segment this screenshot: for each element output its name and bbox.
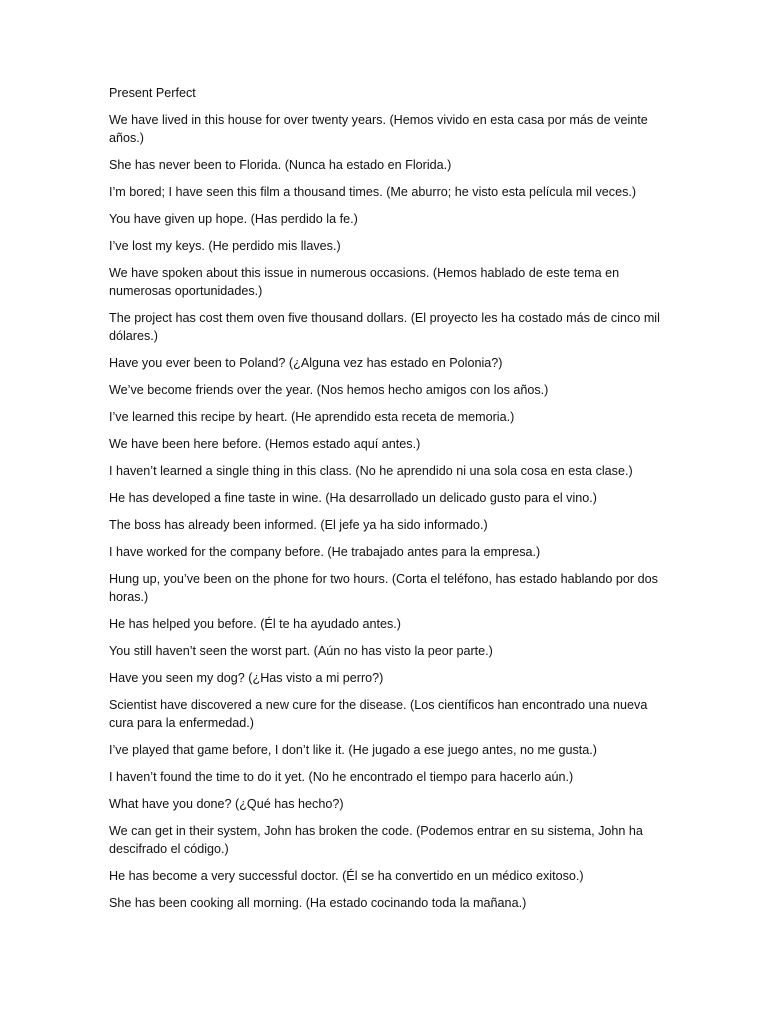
sentence: Have you seen my dog? (¿Has visto a mi perro?) (109, 671, 384, 685)
document-title: Present Perfect (109, 86, 196, 100)
document-body (109, 84, 669, 921)
sentence: You still haven’t seen the worst part. (Aún no has visto la peor parte.) (109, 644, 493, 658)
sentence: We can get in their system, John has broken the code. (Podemos entrar en su sistema, John ha descifrado el código.) (109, 824, 643, 856)
sentence: I haven’t found the time to do it yet. (No he encontrado el tiempo para hacerlo aún.) (109, 770, 574, 784)
sentence: We have been here before. (Hemos estado aquí antes.) (109, 437, 421, 451)
sentence: I’ve lost my keys. (He perdido mis llaves.) (109, 239, 341, 253)
sentence: I haven’t learned a single thing in this class. (No he aprendido ni una sola cosa en esta clase.) (109, 464, 633, 478)
sentence: She has been cooking all morning. (Ha estado cocinando toda la mañana.) (109, 896, 527, 910)
sentence: The project has cost them oven five thousand dollars. (El proyecto les ha costado más de cinco mil dólares.) (109, 311, 660, 343)
sentence: We have lived in this house for over twenty years. (Hemos vivido en esta casa por más de veinte años.) (109, 113, 648, 145)
sentence: He has become a very successful doctor. (Él se ha convertido en un médico exitoso.) (109, 869, 584, 883)
sentence: Scientist have discovered a new cure for the disease. (Los científicos han encontrado una nueva cura para la enfermedad.) (109, 698, 648, 730)
sentence: We have spoken about this issue in numerous occasions. (Hemos hablado de este tema en numerosas oportunidades.) (109, 266, 620, 298)
sentence: I have worked for the company before. (He trabajado antes para la empresa.) (109, 545, 541, 559)
sentence: I’ve learned this recipe by heart. (He aprendido esta receta de memoria.) (109, 410, 515, 424)
sentence: We’ve become friends over the year. (Nos hemos hecho amigos con los años.) (109, 383, 549, 397)
sentence: I’m bored; I have seen this film a thousand times. (Me aburro; he visto esta película mil veces.) (109, 185, 637, 199)
sentence: The boss has already been informed. (El jefe ya ha sido informado.) (109, 518, 488, 532)
sentence: She has never been to Florida. (Nunca ha estado en Florida.) (109, 158, 452, 172)
sentence: I’ve played that game before, I don’t like it. (He jugado a ese juego antes, no me gusta.) (109, 743, 597, 757)
sentence: He has helped you before. (Él te ha ayudado antes.) (109, 617, 401, 631)
sentence: You have given up hope. (Has perdido la fe.) (109, 212, 358, 226)
sentence: Have you ever been to Poland? (¿Alguna vez has estado en Polonia?) (109, 356, 503, 370)
sentence: He has developed a fine taste in wine. (Ha desarrollado un delicado gusto para el vino.) (109, 491, 597, 505)
sentence: Hung up, you’ve been on the phone for two hours. (Corta el teléfono, has estado hablando por dos horas.) (109, 572, 658, 604)
sentence: What have you done? (¿Qué has hecho?) (109, 797, 344, 811)
